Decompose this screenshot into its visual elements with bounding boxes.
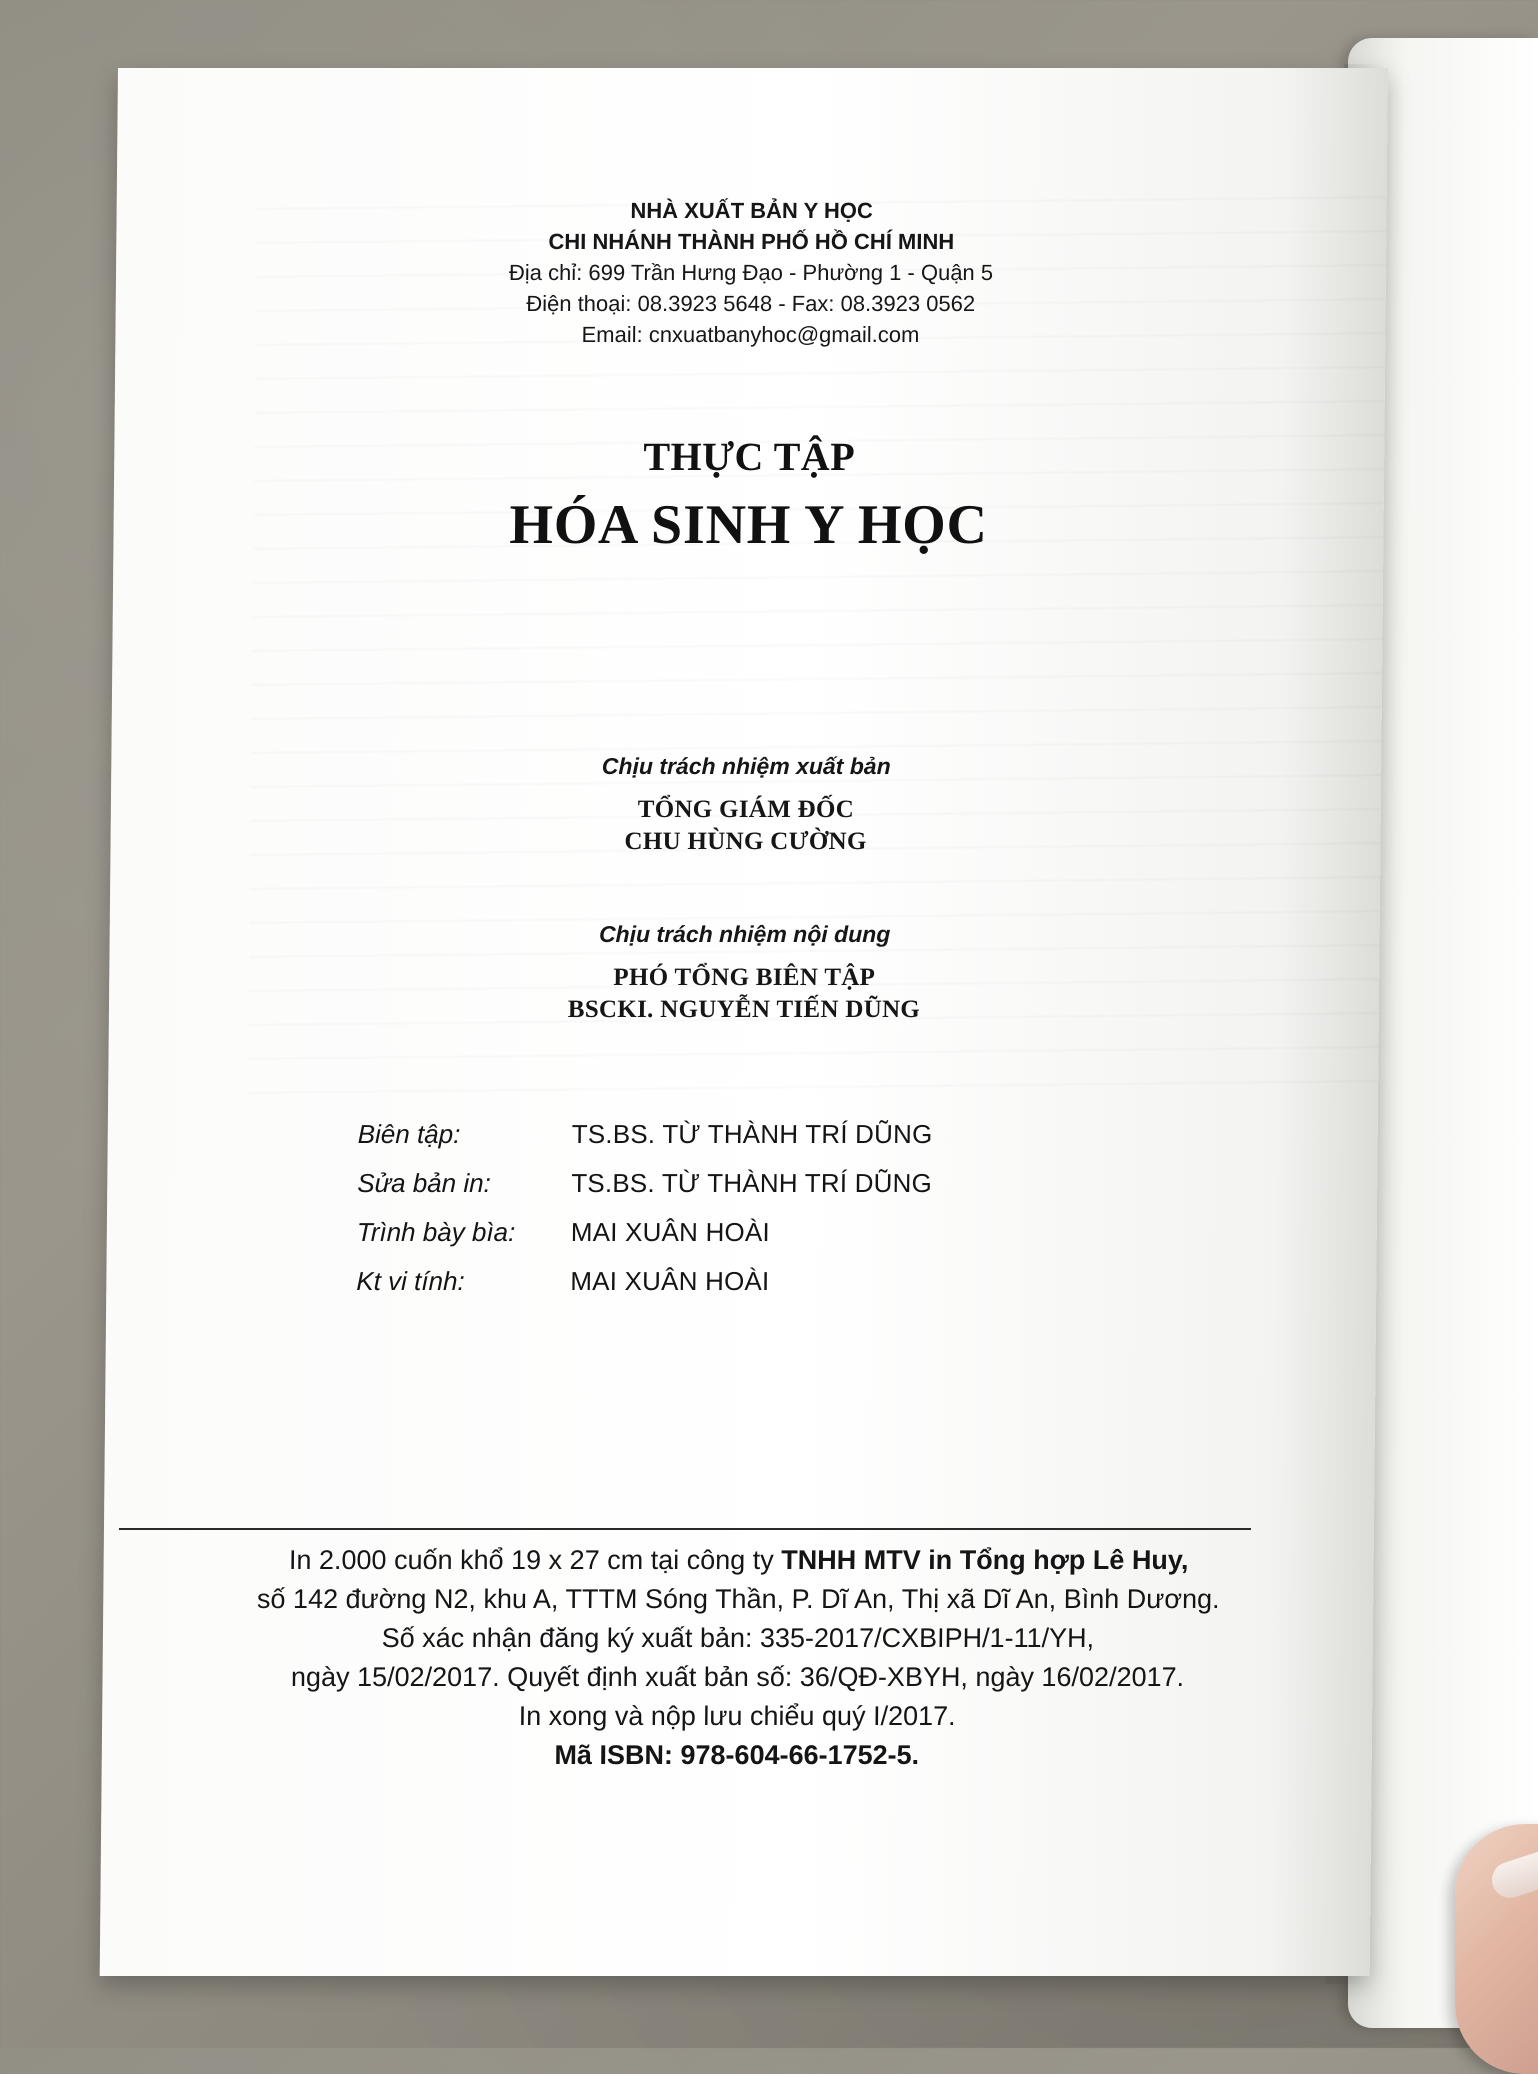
publisher-block <box>115 195 1386 350</box>
book-title-line-2: HÓA SINH Y HỌC <box>509 494 989 556</box>
publishing-responsibility-name: CHU HÙNG CƯỜNG <box>624 828 867 855</box>
content-responsibility <box>109 918 1380 1026</box>
content-responsibility-role: PHÓ TỔNG BIÊN TẬP <box>613 964 876 991</box>
publisher-phone: Điện thoại: 08.3923 5648 - Fax: 08.3923 0562 <box>526 291 976 316</box>
credit-row <box>357 1208 1157 1257</box>
book-title-line-1: THỰC TẬP <box>643 434 856 479</box>
credit-value: MAI XUÂN HOÀI <box>570 1266 770 1296</box>
thumb <box>1455 1824 1538 2074</box>
publisher-branch: CHI NHÁNH THÀNH PHỐ HỒ CHÍ MINH <box>548 229 955 254</box>
credit-value: MAI XUÂN HOÀI <box>570 1217 771 1247</box>
credit-row <box>358 1110 1158 1159</box>
credits-block <box>356 1110 1158 1306</box>
credit-label: Trình bày bìa: <box>356 1217 516 1247</box>
credit-row <box>357 1159 1157 1208</box>
content-responsibility-label: Chịu trách nhiệm nội dung <box>598 921 891 947</box>
imprint-line-4: ngày 15/02/2017. Quyết định xuất bản số: 36/QĐ-XBYH, ngày 16/02/2017. <box>290 1662 1185 1692</box>
imprint-company: TNHH MTV in Tổng hợp Lê Huy, <box>781 1545 1189 1575</box>
imprint-line-1-prefix: In 2.000 cuốn khổ 19 x 27 cm tại công ty <box>288 1545 782 1575</box>
imprint-block <box>102 1541 1374 1775</box>
imprint-line-1 <box>103 1541 1373 1580</box>
credit-row <box>356 1257 1156 1306</box>
book-page <box>100 68 1388 1976</box>
publisher-address: Địa chỉ: 699 Trần Hưng Đạo - Phường 1 - Quận 5 <box>508 260 994 285</box>
credit-label: Biên tập: <box>357 1119 461 1149</box>
publishing-responsibility-label: Chịu trách nhiệm xuất bản <box>601 753 891 779</box>
imprint-line-2: số 142 đường N2, khu A, TTTM Sóng Thần, P. Dĩ An, Thị xã Dĩ An, Bình Dương. <box>256 1584 1220 1614</box>
credit-label: Sửa bản in: <box>357 1168 492 1198</box>
imprint-line-5: In xong và nộp lưu chiểu quý I/2017. <box>518 1701 956 1731</box>
credit-value: TS.BS. TỪ THÀNH TRÍ DŨNG <box>571 1119 933 1149</box>
publisher-email: Email: cnxuatbanyhoc@gmail.com <box>581 322 920 347</box>
isbn-line: Mã ISBN: 978-604-66-1752-5. <box>554 1740 920 1770</box>
publisher-name: NHÀ XUẤT BẢN Y HỌC <box>630 198 873 223</box>
credit-label: Kt vi tính: <box>356 1266 465 1296</box>
publishing-responsibility <box>110 750 1381 858</box>
content-responsibility-name: BSCKI. NGUYỄN TIẾN DŨNG <box>567 996 921 1023</box>
publishing-responsibility-role: TỔNG GIÁM ĐỐC <box>637 796 855 823</box>
imprint-divider <box>119 1528 1251 1530</box>
imprint-line-3: Số xác nhận đăng ký xuất bản: 335-2017/CXBIPH/1-11/YH, <box>381 1623 1095 1653</box>
book-title-block <box>113 433 1384 557</box>
credit-value: TS.BS. TỪ THÀNH TRÍ DŨNG <box>571 1168 933 1198</box>
